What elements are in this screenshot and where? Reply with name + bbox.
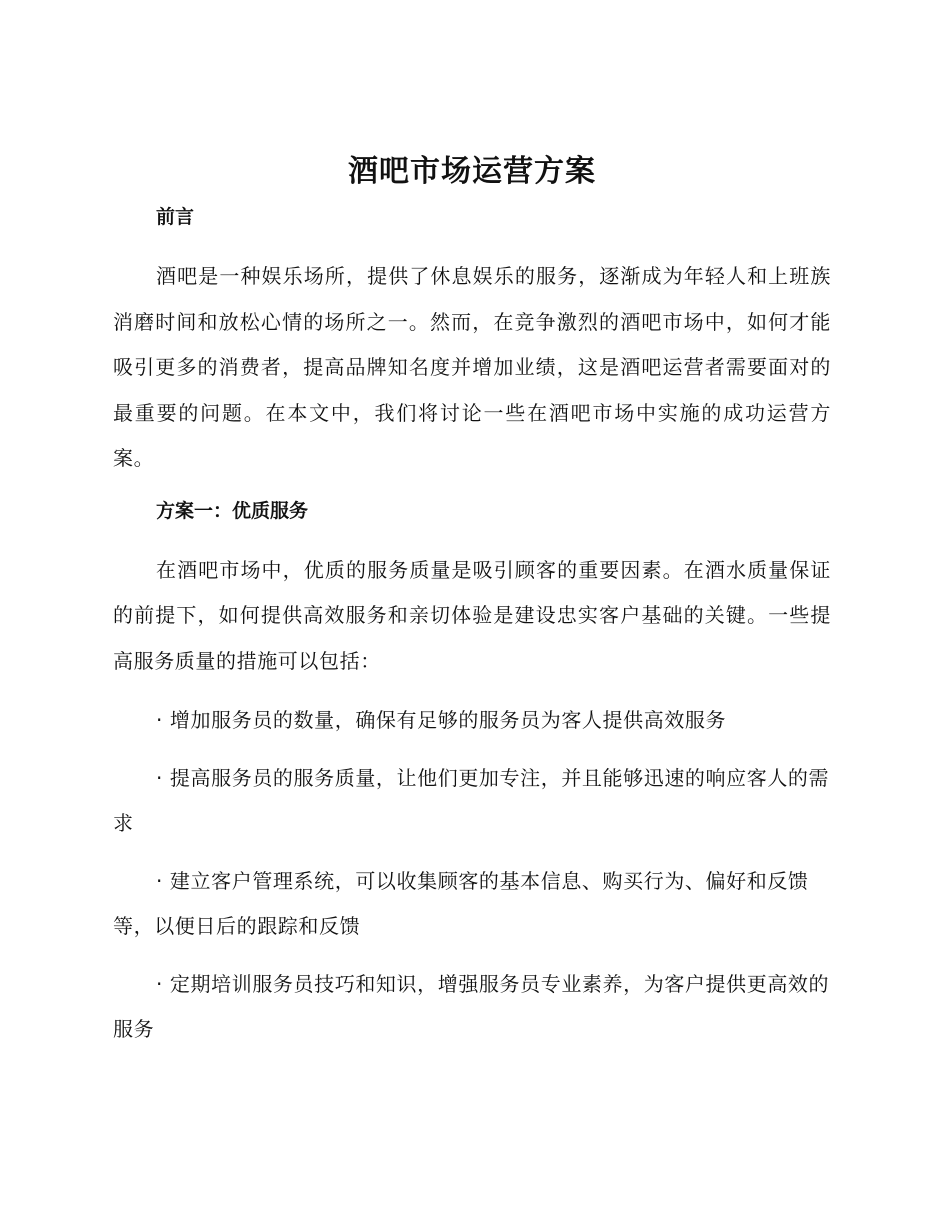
plan-one-paragraph: 在酒吧市场中，优质的服务质量是吸引顾客的重要因素。在酒水质量保证的前提下，如何提供高效服务和亲切体验是建设忠实客户基础的关键。一些提高服务质量的措施可以包括： [113,557,831,673]
preface-heading: 前言 [156,206,195,228]
plan-one-bullet-3: · 建立客户管理系统，可以收集顾客的基本信息、购买行为、偏好和反馈等，以便日后的跟踪和反馈 [113,868,809,938]
plan-one-bullet-4: · 定期培训服务员技巧和知识，增强服务员专业素养，为客户提供更高效的服务 [113,971,830,1041]
plan-one-bullet-2: · 提高服务员的服务质量，让他们更加专注，并且能够迅速的响应客人的需求 [113,765,830,835]
plan-one-bullet-1: · 增加服务员的数量，确保有足够的服务员为客人提供高效服务 [156,708,727,732]
document-title: 酒吧市场运营方案 [348,154,596,189]
preface-paragraph: 酒吧是一种娱乐场所，提供了休息娱乐的服务，逐渐成为年轻人和上班族消磨时间和放松心情的场所之一。然而，在竞争激烈的酒吧市场中，如何才能吸引更多的消费者，提高品牌知名度并增加业绩，这是酒吧运营者需要面对的最重要的问题。在本文中，我们将讨论一些在酒吧市场中实施的成功运营方案。 [113,264,831,470]
plan-one-heading: 方案一：优质服务 [156,499,309,522]
document-page [113,150,831,1065]
